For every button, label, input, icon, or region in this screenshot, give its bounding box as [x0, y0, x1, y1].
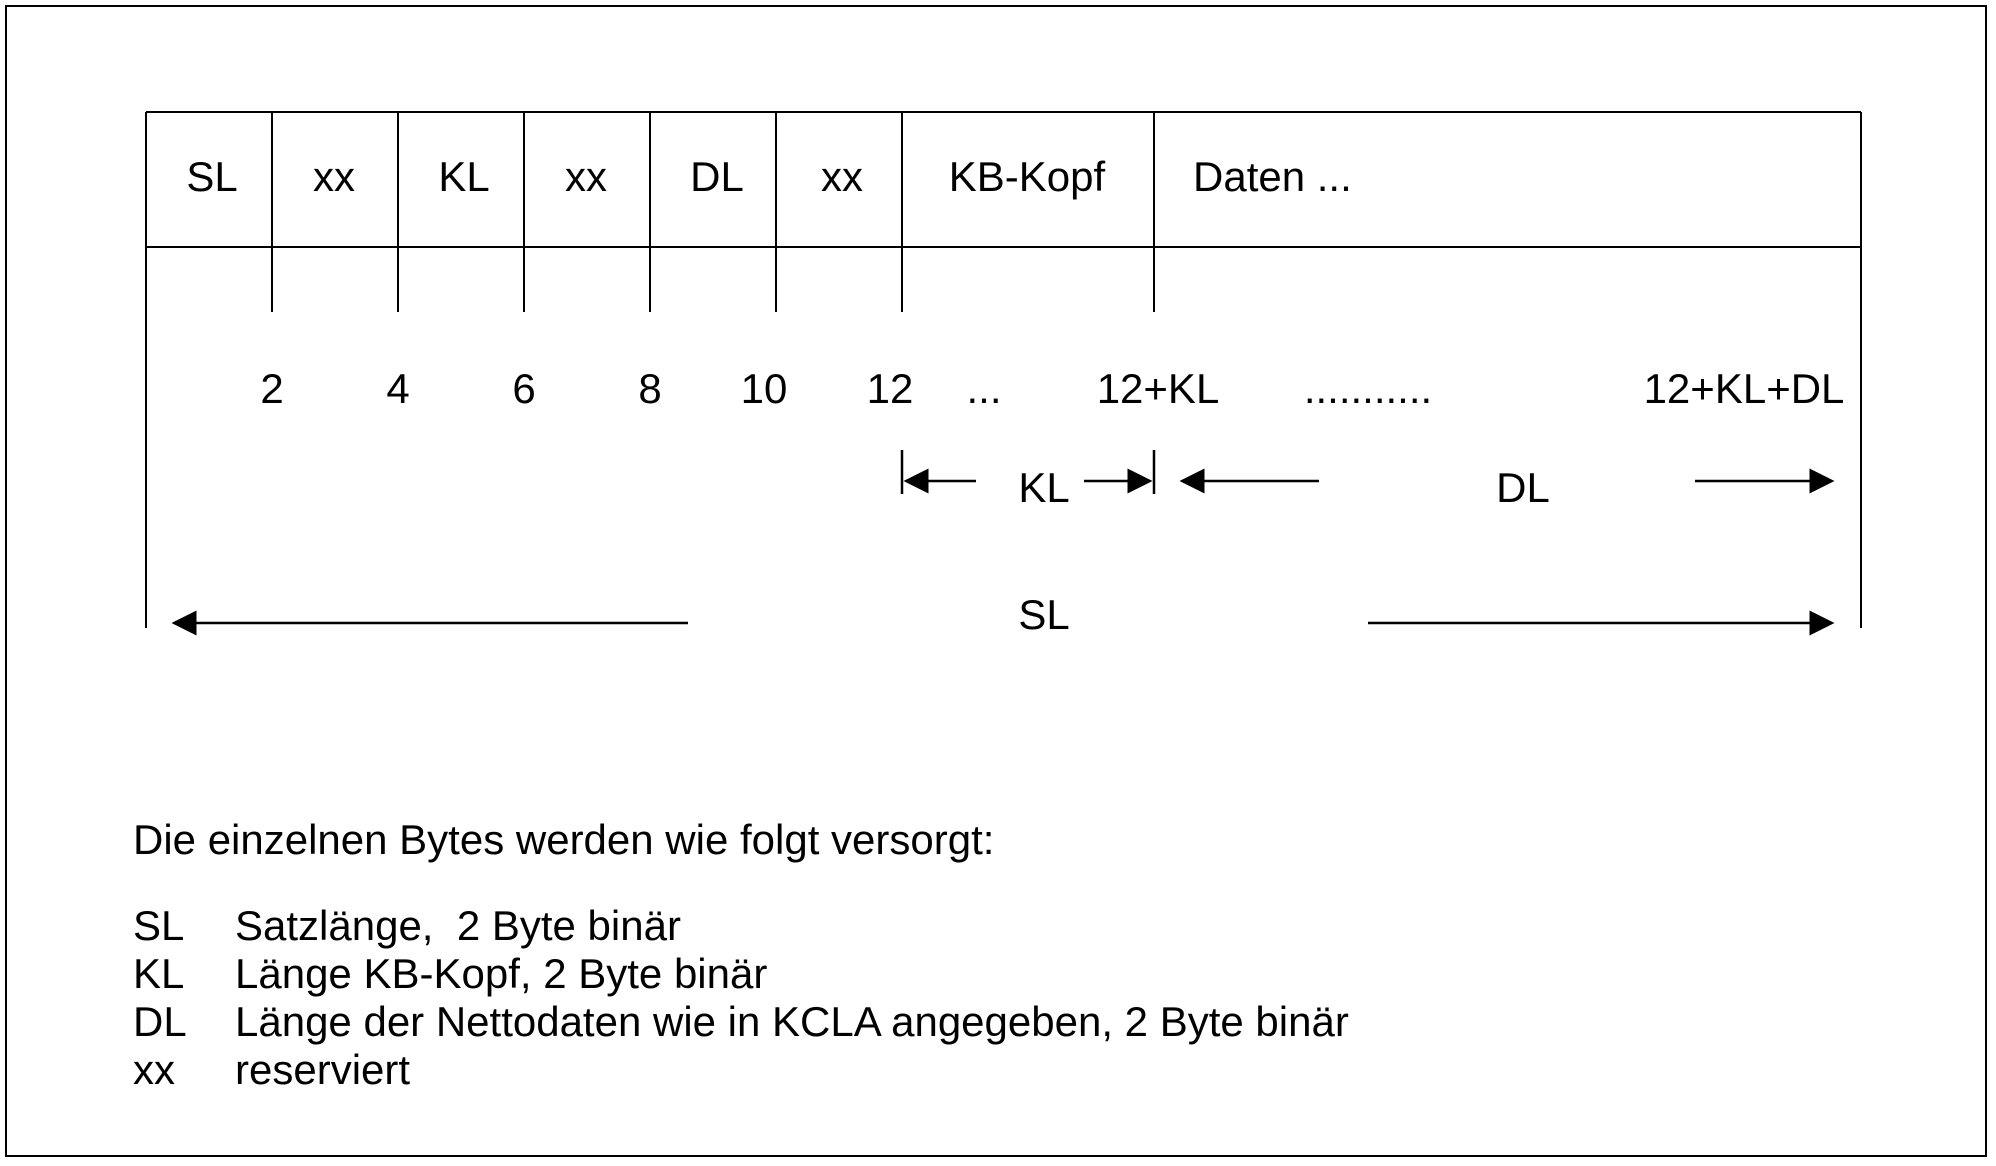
cell-label-kb-kopf: KB-Kopf [948, 153, 1106, 200]
cell-label-dl: DL [690, 153, 744, 200]
cell-label-xx-1: xx [313, 153, 355, 200]
offset-label-12-kl-dl: 12+KL+DL [1643, 365, 1845, 412]
cell-dividers [272, 112, 1154, 312]
legend-desc: Satzlänge, 2 Byte binär [235, 902, 681, 949]
cell-label-xx-2: xx [565, 153, 607, 200]
offset-labels [260, 365, 1844, 412]
offset-label-12-kl: 12+KL [1096, 365, 1220, 412]
legend-row-dl [133, 998, 1349, 1046]
cell-label-kl: KL [438, 153, 490, 200]
offset-label-10: 10 [740, 365, 788, 412]
legend-row-kl [133, 950, 1349, 998]
span-label-kl: KL [1018, 464, 1070, 511]
legend-desc: reserviert [235, 1046, 411, 1093]
legend-row-xx [133, 1046, 1349, 1094]
legend-intro: Die einzelnen Bytes werden wie folgt versorgt: [133, 816, 995, 863]
legend-key: SL [133, 902, 185, 949]
offset-label-8: 8 [638, 365, 662, 412]
legend-key: xx [133, 1046, 175, 1093]
cell-labels [186, 153, 1351, 200]
cell-label-sl: SL [186, 153, 238, 200]
cell-label-daten: Daten ... [1193, 153, 1352, 200]
offset-label-6: 6 [512, 365, 536, 412]
offset-label-dots-1: ... [966, 365, 1002, 412]
span-label-sl: SL [1018, 591, 1070, 638]
legend-desc: Länge der Nettodaten wie in KCLA angegeben, 2 Byte binär [235, 998, 1349, 1045]
span-label-dl: DL [1496, 464, 1550, 511]
legend-key: DL [133, 998, 187, 1045]
offset-label-2: 2 [260, 365, 284, 412]
legend-key: KL [133, 950, 185, 997]
offset-label-4: 4 [386, 365, 410, 412]
legend-row-sl [133, 902, 1349, 950]
offset-label-12: 12 [866, 365, 914, 412]
legend [133, 816, 1349, 1094]
cell-label-xx-3: xx [821, 153, 863, 200]
legend-desc: Länge KB-Kopf, 2 Byte binär [235, 950, 768, 997]
offset-label-dots-2: ........... [1303, 365, 1433, 412]
